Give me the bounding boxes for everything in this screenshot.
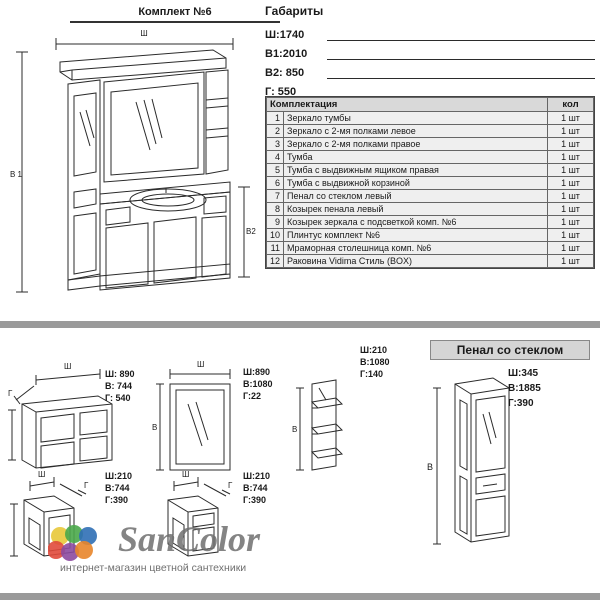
row-number: 10 <box>267 229 284 242</box>
penal-title: Пенал со стеклом <box>430 340 590 360</box>
watermark-brand-color: Color <box>176 519 261 559</box>
row-name: Тумба <box>284 151 548 164</box>
table-row <box>267 203 594 216</box>
gabariti-label: В2: 850 <box>265 67 305 79</box>
watermark-tagline: интернет-магазин цветной сантехники <box>60 562 247 574</box>
spec-table <box>265 96 595 269</box>
column-header-qty: кол <box>548 98 594 112</box>
svg-text:Г: Г <box>84 481 89 490</box>
row-number: 9 <box>267 216 284 229</box>
table-row <box>267 151 594 164</box>
gabariti-list <box>265 22 595 98</box>
row-qty: 1 шт <box>548 151 594 164</box>
gabariti-label: Г: 550 <box>265 86 297 98</box>
svg-text:Ш: Ш <box>197 360 205 369</box>
dim-line: Ш:210 <box>243 471 271 481</box>
row-name: Мраморная столешница комп. №6 <box>284 242 548 255</box>
dim-label-v2: В2 <box>246 227 256 236</box>
svg-text:Г: Г <box>228 481 233 490</box>
gabariti-row <box>265 22 595 41</box>
row-number: 6 <box>267 177 284 190</box>
module-dims-tumba <box>105 368 135 404</box>
module-dims-mirror <box>243 366 273 402</box>
module-dims-drawer <box>243 470 270 506</box>
row-number: 1 <box>267 112 284 125</box>
dim-line: Г:140 <box>360 369 383 379</box>
table-row <box>267 190 594 203</box>
svg-text:Ш: Ш <box>38 470 46 479</box>
row-name: Зеркало с 2-мя полками левое <box>284 125 548 138</box>
row-name: Козырек зеркала с подсветкой комп. №6 <box>284 216 548 229</box>
column-header-name: Комплектация <box>267 98 548 112</box>
svg-text:Ш: Ш <box>64 362 72 371</box>
row-qty: 1 шт <box>548 255 594 268</box>
dim-line: В: 744 <box>105 381 133 391</box>
dim-line: Г:390 <box>105 495 128 505</box>
table-row <box>267 138 594 151</box>
gabariti-rule <box>327 49 595 60</box>
row-name: Плинтус комплект №6 <box>284 229 548 242</box>
dim-label-v1: В 1 <box>10 170 23 179</box>
table-header-row <box>267 98 594 112</box>
row-qty: 1 шт <box>548 216 594 229</box>
dim-label-sh: Ш <box>140 29 148 38</box>
svg-text:В: В <box>292 425 298 434</box>
row-qty: 1 шт <box>548 229 594 242</box>
row-qty: 1 шт <box>548 164 594 177</box>
main-assembly-drawing <box>8 22 258 317</box>
row-qty: 1 шт <box>548 190 594 203</box>
gabariti-label: В1:2010 <box>265 48 308 60</box>
dim-line: Ш:210 <box>105 471 133 481</box>
dim-line: В:744 <box>105 483 130 493</box>
row-number: 2 <box>267 125 284 138</box>
row-number: 8 <box>267 203 284 216</box>
row-number: 11 <box>267 242 284 255</box>
row-name: Зеркало тумбы <box>284 112 548 125</box>
dim-line: В:1885 <box>508 383 541 394</box>
svg-text:В: В <box>152 423 158 432</box>
dim-line: В:1080 <box>360 357 390 367</box>
gabariti-rule <box>327 68 595 79</box>
table-row <box>267 125 594 138</box>
row-qty: 1 шт <box>548 177 594 190</box>
row-number: 4 <box>267 151 284 164</box>
watermark-brand-san: San <box>118 519 177 559</box>
svg-text:Ш: Ш <box>182 470 190 479</box>
row-number: 5 <box>267 164 284 177</box>
module-dims-mirror-shelves <box>360 344 390 380</box>
penal-dims <box>508 366 541 411</box>
komplekt-title <box>70 6 280 23</box>
dim-line: Ш: 890 <box>105 369 135 379</box>
gabariti-rule <box>327 30 595 41</box>
section-divider-top <box>0 321 600 328</box>
row-number: 7 <box>267 190 284 203</box>
sancolor-logo-icon <box>48 524 110 564</box>
row-qty: 1 шт <box>548 112 594 125</box>
table-row <box>267 177 594 190</box>
row-name: Тумба с выдвижной корзиной <box>284 177 548 190</box>
module-dims-basket <box>105 470 132 506</box>
gabariti-title: Габариты <box>265 4 324 18</box>
komplekt-title-text: Комплект №6 <box>138 6 212 18</box>
watermark-brand <box>118 518 260 560</box>
row-name: Зеркало с 2-мя полками правое <box>284 138 548 151</box>
table-row <box>267 229 594 242</box>
dim-line: Г:390 <box>508 398 534 409</box>
dim-line: Г: 540 <box>105 393 131 403</box>
dim-line: Ш:345 <box>508 368 539 379</box>
dim-line: Г:22 <box>243 391 261 401</box>
dim-line: В:744 <box>243 483 268 493</box>
table-row <box>267 255 594 268</box>
row-name: Раковина Vidima Стиль (BOX) <box>284 255 548 268</box>
dim-line: Ш:890 <box>243 367 271 377</box>
row-name: Тумба с выдвижным ящиком правая <box>284 164 548 177</box>
table-row <box>267 242 594 255</box>
row-qty: 1 шт <box>548 242 594 255</box>
row-qty: 1 шт <box>548 138 594 151</box>
row-name: Козырек пенала левый <box>284 203 548 216</box>
row-qty: 1 шт <box>548 203 594 216</box>
dim-line: Ш:210 <box>360 345 388 355</box>
table-row <box>267 112 594 125</box>
row-number: 12 <box>267 255 284 268</box>
row-qty: 1 шт <box>548 125 594 138</box>
svg-text:В: В <box>427 462 434 472</box>
dim-line: Г:390 <box>243 495 266 505</box>
row-name: Пенал со стеклом левый <box>284 190 548 203</box>
watermark <box>30 518 450 588</box>
gabariti-row <box>265 60 595 79</box>
table-row <box>267 164 594 177</box>
svg-text:Г: Г <box>8 389 13 398</box>
row-number: 3 <box>267 138 284 151</box>
dim-line: В:1080 <box>243 379 273 389</box>
table-row <box>267 216 594 229</box>
gabariti-label: Ш:1740 <box>265 29 305 41</box>
gabariti-row <box>265 41 595 60</box>
